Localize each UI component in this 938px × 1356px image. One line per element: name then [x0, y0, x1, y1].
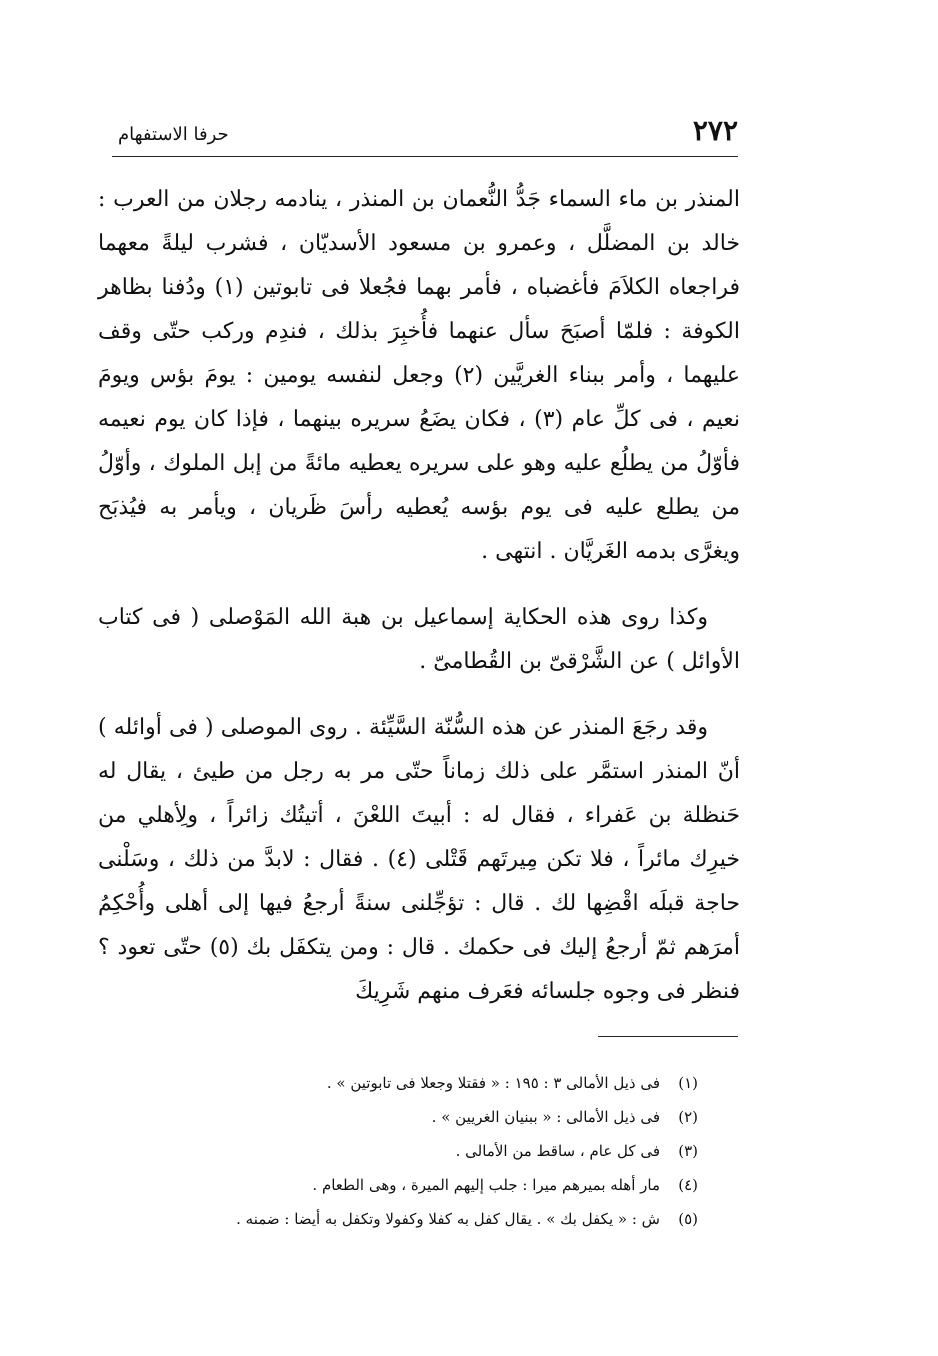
footnote: [150, 1066, 698, 1100]
footnote: [150, 1168, 698, 1202]
footnotes: [150, 1066, 698, 1236]
footnote-number: (١): [678, 1074, 698, 1092]
footnote: [150, 1134, 698, 1168]
page-number: ٢٧٢: [692, 114, 738, 147]
footnote-number: (٣): [678, 1142, 698, 1160]
footnote-text: مار أهله بميرهم ميرا : جلب إليهم الميرة ، وهى الطعام .: [312, 1176, 660, 1194]
footnote-number: (٢): [678, 1108, 698, 1126]
page-header: [112, 112, 738, 156]
footnote-number: (٥): [678, 1210, 698, 1228]
paragraph-3: وقد رجَعَ المنذر عن هذه السُّنّة السَّيِّئة . روى الموصلى ( فى أوائله ) أنّ المنذر استمَّر على ذلك زماناً حتّى مر به رجل من طيئ ، يقال له حَنظلة بن عَفراء ، فقال له : أبيتَ اللعْنَ ، أتيتُك زائراً ، ولِأهلي من خيرِك مائراً ، فلا تكن مِيرتَهم قَتْلى (٤) . فقال : لابدَّ من ذلك ، وسَلْنى حاجة قبلَه اقْضِها لك . قال : تؤجِّلنى سنةً أرجعُ فيها إلى أهلى وأُحْكِمُ أمرَهم ثمّ أرجعُ إليك فى حكمك . قال : ومن يتكفَل بك (٥) حتّى تعود ؟ فنظر فى وجوه جلسائه فعَرف منهم شَرِيكَ: [98, 715, 741, 1004]
running-head: حرفا الاستفهام: [118, 124, 229, 145]
paragraph-1: المنذر بن ماء السماء جَدُّ النُّعمان بن المنذر ، ينادمه رجلان من العرب : خالد بن المضلَّل ، وعمرو بن مسعود الأسديّان ، فشرب ليلةً معهما فراجعاه الكلاَمَ فأغضباه ، فأمر بهما فجُعلا فى تابوتين (١) ودُفنا بظاهر الكوفة : فلمّا أصبَحَ سأل عنهما فأُخبِرَ بذلك ، فندِم وركب حتّى وقف عليهما ، وأمر ببناء الغريَّين (٢) وجعل لنفسه يومين : يومَ بؤس ويومَ نعيم ، فى كلِّ عام (٣) ، فكان يضَعُ سريره بينهما ، فإذا كان يوم نعيمه فأوّلُ من يطلُع عليه وهو على سريره يعطيه مائةً من إبل الملوك ، وأوّلُ من يطلع عليه فى يوم بؤسه يُعطيه رأسَ ظَريان ، ويأمر به فيُذبَح ويغرَّى بدمه الغَريَّان . انتهى .: [98, 187, 740, 564]
body-text: [98, 178, 740, 1014]
footnote-text: فى ذيل الأمالى : « ببنيان الغريين » .: [431, 1108, 660, 1126]
footnote-number: (٤): [678, 1176, 698, 1194]
footnote-text: ش : « يكفل بك » . يقال كفل به كفلا وكفولا وتكفل به أيضا : ضمنه .: [236, 1210, 660, 1228]
header-rule: [112, 156, 738, 157]
paragraph-2: وكذا روى هذه الحكاية إسماعيل بن هبة الله المَوْصلى ( فى كتاب الأوائل ) عن الشَّرْقىّ بن القُطامىّ .: [98, 605, 740, 674]
footnote: [150, 1202, 698, 1236]
footnote-text: فى ذيل الأمالى ٣ : ١٩٥ : « فقتلا وجعلا فى تابوتين » .: [326, 1074, 660, 1092]
footnote: [150, 1100, 698, 1134]
footnote-rule: [598, 1036, 738, 1037]
footnote-text: فى كل عام ، ساقط من الأمالى .: [455, 1142, 660, 1160]
